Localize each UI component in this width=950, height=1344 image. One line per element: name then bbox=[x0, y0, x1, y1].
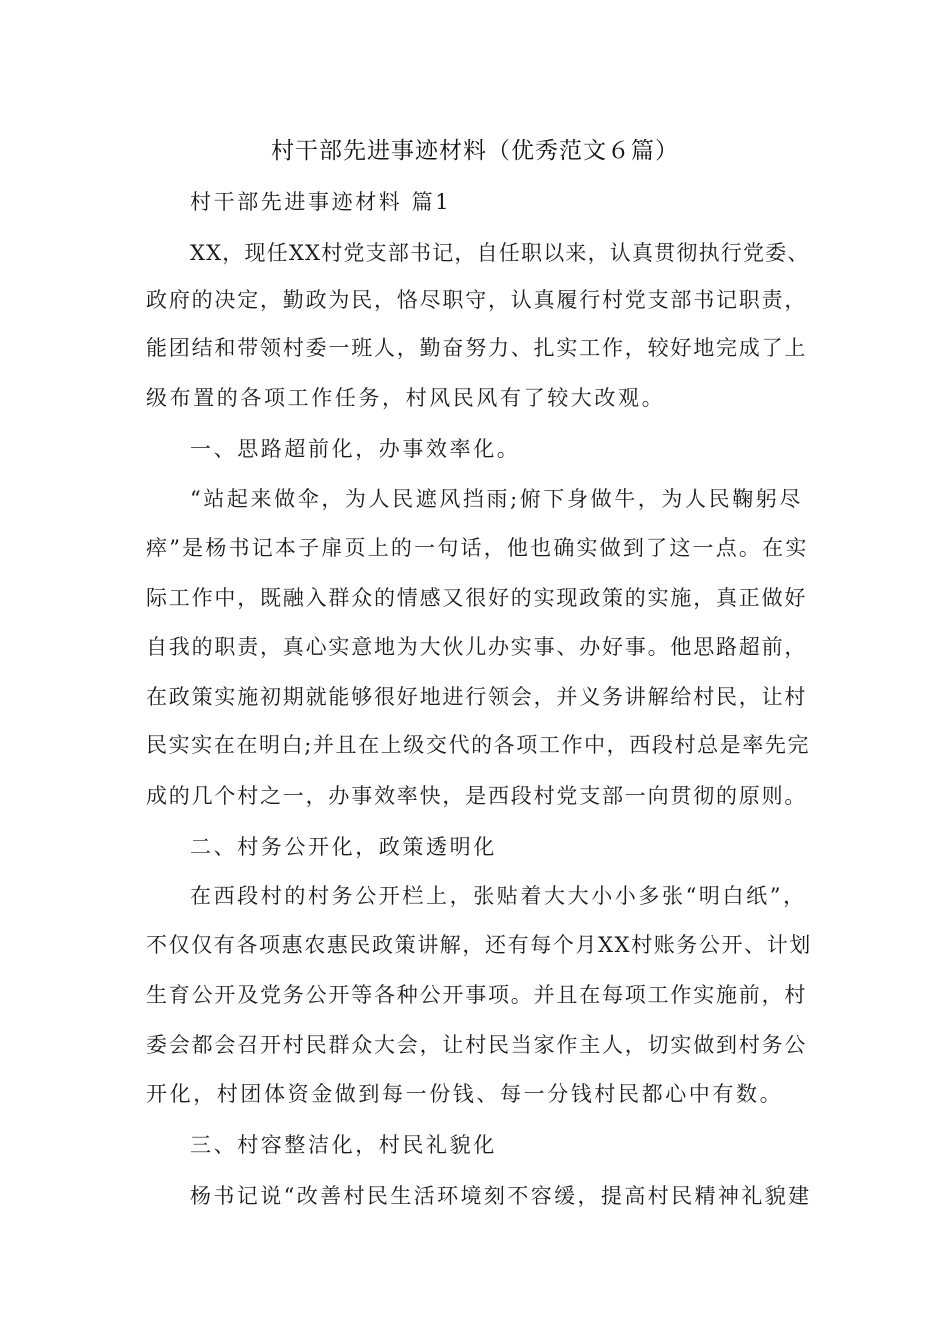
paragraph-line: 在西段村的村务公开栏上，张贴着大大小小多张“明白纸”， bbox=[190, 884, 807, 908]
subheading-3: 三、村容整洁化，村民礼貌化 bbox=[190, 1133, 497, 1157]
subheading-2: 二、村务公开化，政策透明化 bbox=[190, 835, 497, 859]
paragraph-line: 际工作中，既融入群众的情感又很好的实现政策的实施，真正做好 bbox=[146, 586, 808, 610]
paragraph-line: 不仅仅有各项惠农惠民政策讲解，还有每个月XX村账务公开、计划 bbox=[146, 933, 812, 957]
paragraph-line: 生育公开及党务公开等各种公开事项。并且在每项工作实施前，村 bbox=[146, 983, 808, 1007]
paragraph-line: “站起来做伞，为人民遮风挡雨;俯下身做牛，为人民鞠躬尽 bbox=[190, 487, 804, 511]
paragraph-line: XX，现任XX村党支部书记，自任职以来，认真贯彻执行党委、 bbox=[190, 241, 810, 265]
paragraph-line: 民实实在在明白;并且在上级交代的各项工作中，西段村总是率先完 bbox=[146, 733, 811, 757]
paragraph-line: 政府的决定，勤政为民，恪尽职守，认真履行村党支部书记职责， bbox=[146, 288, 808, 312]
paragraph-line: 成的几个村之一，办事效率快，是西段村党支部一向贯彻的原则。 bbox=[146, 784, 808, 808]
paragraph-line: 瘁”是杨书记本子扉页上的一句话，他也确实做到了这一点。在实 bbox=[146, 536, 809, 560]
paragraph-line: 能团结和带领村委一班人，勤奋努力、扎实工作，较好地完成了上 bbox=[146, 336, 808, 360]
section-heading-1: 村干部先进事迹材料 篇1 bbox=[190, 190, 452, 214]
document-title: 村干部先进事迹材料（优秀范文６篇） bbox=[271, 138, 679, 164]
paragraph-line: 杨书记说“改善村民生活环境刻不容缓，提高村民精神礼貌建 bbox=[190, 1184, 812, 1208]
paragraph-line: 级布置的各项工作任务，村风民风有了较大改观。 bbox=[146, 386, 666, 410]
paragraph-line: 自我的职责，真心实意地为大伙儿办实事、办好事。他思路超前， bbox=[146, 635, 808, 659]
paragraph-line: 在政策实施初期就能够很好地进行领会，并义务讲解给村民，让村 bbox=[146, 685, 808, 709]
paragraph-line: 委会都会召开村民群众大会，让村民当家作主人，切实做到村务公 bbox=[146, 1033, 808, 1057]
paragraph-line: 开化，村团体资金做到每一份钱、每一分钱村民都心中有数。 bbox=[146, 1082, 784, 1106]
subheading-1: 一、思路超前化，办事效率化。 bbox=[190, 437, 521, 461]
